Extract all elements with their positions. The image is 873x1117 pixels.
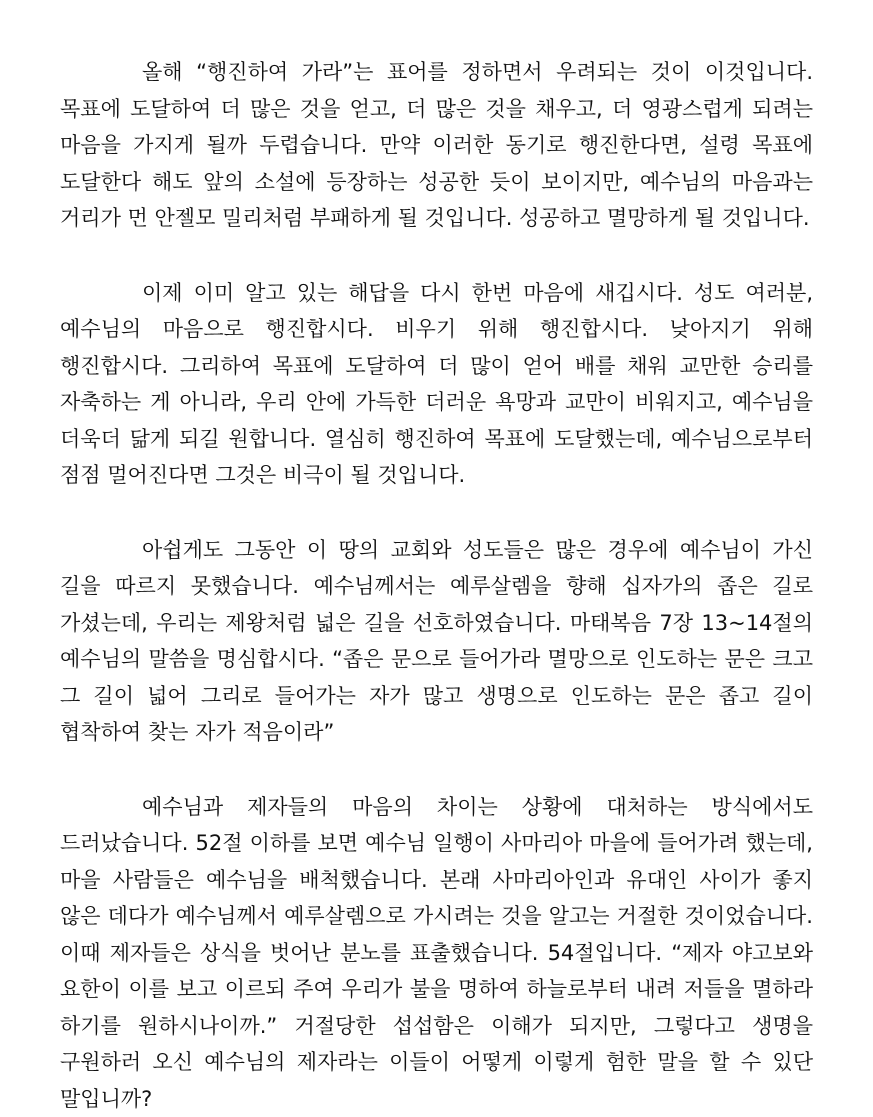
- paragraph-1: 올해 “행진하여 가라”는 표어를 정하면서 우려되는 것이 이것입니다. 목표에 도달하여 더 많은 것을 얻고, 더 많은 것을 채우고, 더 영광스럽게 되려는 마음을 가지게 될까 두렵습니다. 만약 이러한 동기로 행진한다면, 설령 목표에 도달한다 해도 앞의 소설에 등장하는 성공한 듯이 보이지만, 예수님의 마음과는 거리가 먼 안젤모 밀리처럼 부패하게 될 것입니다. 성공하고 멸망하게 될 것입니다.: [60, 54, 813, 237]
- paragraph-2: 이제 이미 알고 있는 해답을 다시 한번 마음에 새깁시다. 성도 여러분, 예수님의 마음으로 행진합시다. 비우기 위해 행진합시다. 낮아지기 위해 행진합시다. 그리하여 목표에 도달하여 더 많이 얻어 배를 채워 교만한 승리를 자축하는 게 아니라, 우리 안에 가득한 더러운 욕망과 교만이 비워지고, 예수님을 더욱더 닮게 되길 원합니다. 열심히 행진하여 목표에 도달했는데, 예수님으로부터 점점 멀어진다면 그것은 비극이 될 것입니다.: [60, 275, 813, 494]
- paragraph-3: 아쉽게도 그동안 이 땅의 교회와 성도들은 많은 경우에 예수님이 가신 길을 따르지 못했습니다. 예수님께서는 예루살렘을 향해 십자가의 좁은 길로 가셨는데, 우리는 제왕처럼 넓은 길을 선호하였습니다. 마태복음 7장 13~14절의 예수님의 말씀을 명심합시다. “좁은 문으로 들어가라 멸망으로 인도하는 문은 크고 그 길이 넓어 그리로 들어가는 자가 많고 생명으로 인도하는 문은 좁고 길이 협착하여 찾는 자가 적음이라”: [60, 532, 813, 751]
- paragraph-4: 예수님과 제자들의 마음의 차이는 상황에 대처하는 방식에서도 드러났습니다. 52절 이하를 보면 예수님 일행이 사마리아 마을에 들어가려 했는데, 마을 사람들은 예수님을 배척했습니다. 본래 사마리아인과 유대인 사이가 좋지 않은 데다가 예수님께서 예루살렘으로 가시려는 것을 알고는 거절한 것이었습니다. 이때 제자들은 상식을 벗어난 분노를 표출했습니다. 54절입니다. “제자 야고보와 요한이 이를 보고 이르되 주여 우리가 불을 명하여 하늘로부터 내려 저들을 멸하라 하기를 원하시나이까.” 거절당한 섭섭함은 이해가 되지만, 그렇다고 생명을 구원하러 오신 예수님의 제자라는 이들이 어떻게 이렇게 험한 말을 할 수 있단 말입니까?: [60, 789, 813, 1117]
